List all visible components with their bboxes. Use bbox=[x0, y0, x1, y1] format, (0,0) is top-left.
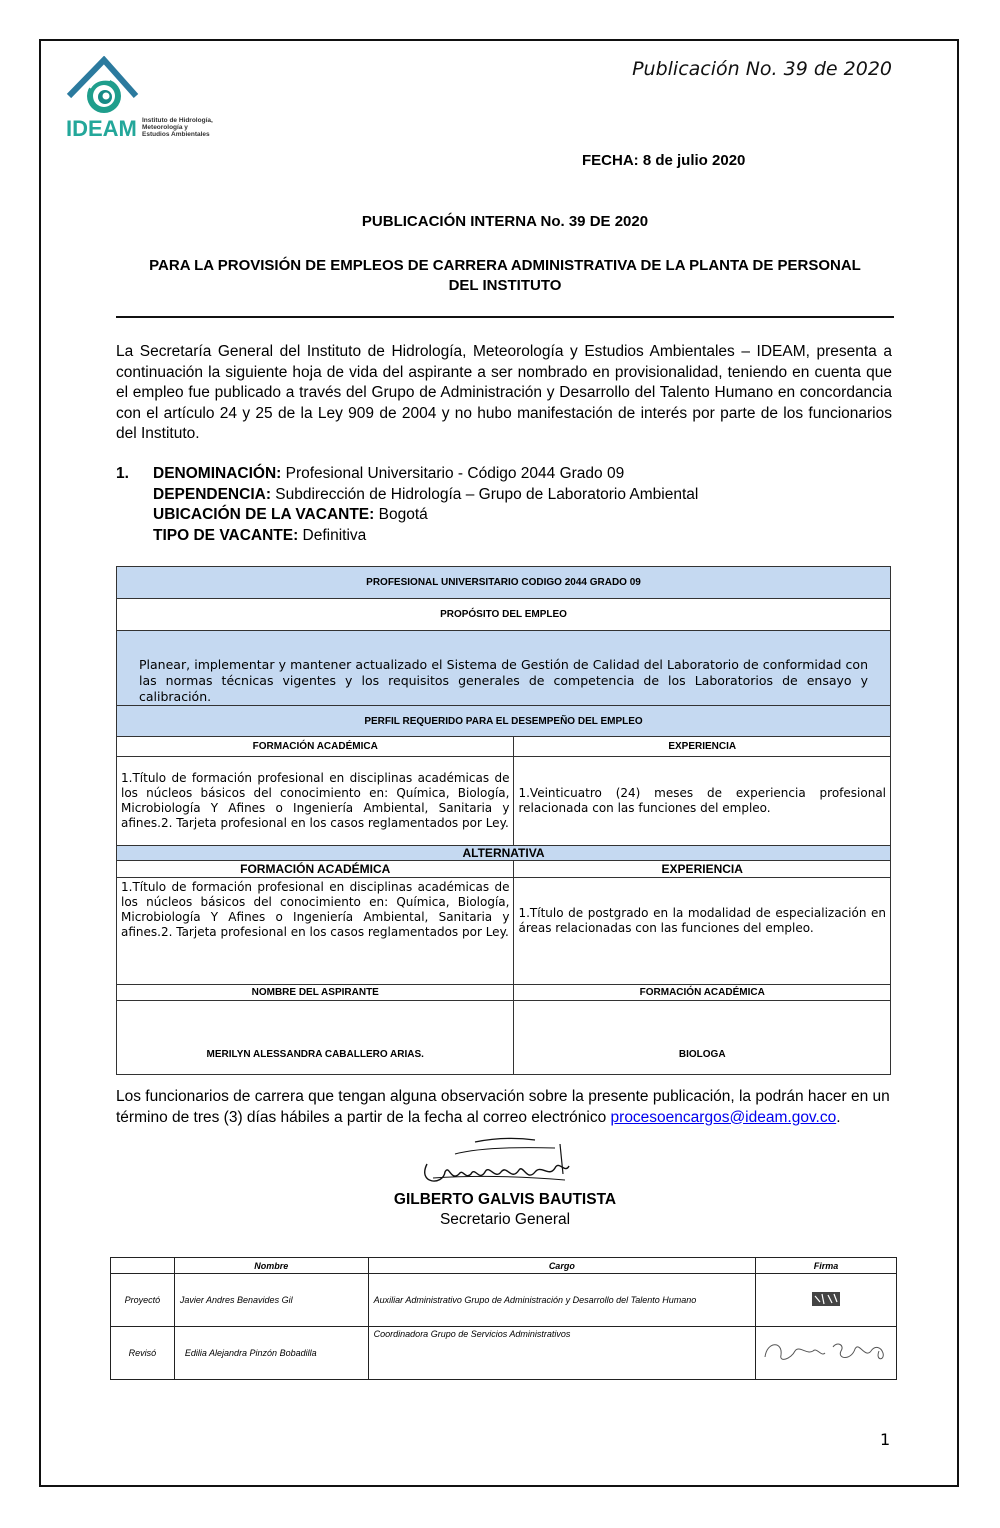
firma-cell bbox=[755, 1274, 896, 1327]
table-row bbox=[117, 757, 891, 846]
profile-header: PERFIL REQUERIDO PARA EL DESEMPEÑO DEL EMPLEO bbox=[117, 706, 891, 737]
cargo-cell: Coordinadora Grupo de Servicios Administrativos bbox=[368, 1327, 755, 1380]
header-cell: Nombre bbox=[174, 1258, 368, 1274]
alt-col-header-experiencia: EXPERIENCIA bbox=[514, 861, 891, 878]
ideam-logo bbox=[66, 56, 236, 140]
title-divider bbox=[116, 316, 894, 318]
vacancy-ubicacion bbox=[116, 505, 698, 526]
col-header-aspirante-formacion: FORMACIÓN ACADÉMICA bbox=[514, 985, 891, 1001]
field-value: Bogotá bbox=[374, 506, 428, 523]
table-row bbox=[117, 861, 891, 878]
closing-text-end: . bbox=[836, 1108, 841, 1126]
signer-role: Secretario General bbox=[439, 1211, 571, 1228]
vacancy-denominacion bbox=[116, 464, 698, 485]
header-cell: Firma bbox=[755, 1258, 896, 1274]
table-row bbox=[117, 846, 891, 861]
logo-subtitle-line: Instituto de Hidrología, bbox=[142, 117, 213, 124]
table-row bbox=[117, 737, 891, 757]
signer-block bbox=[110, 1190, 900, 1230]
formacion-cell: 1.Título de formación profesional en disciplinas académicas de los núcleos básicos del conocimiento en: Química, Biología, Microbiología Y Afines o Ingeniería Ambiental, Sanitaria y afines.2. Tarjeta profesional en los casos reglamentados por Ley. bbox=[117, 757, 514, 846]
logo-subtitle bbox=[142, 117, 213, 138]
col-header-experiencia: EXPERIENCIA bbox=[514, 737, 891, 757]
purpose-header: PROPÓSITO DEL EMPLEO bbox=[117, 599, 891, 631]
table-row bbox=[117, 878, 891, 985]
table-row bbox=[111, 1274, 897, 1327]
table-row bbox=[117, 631, 891, 706]
cargo-cell: Auxiliar Administrativo Grupo de Administración y Desarrollo del Talento Humano bbox=[368, 1274, 755, 1327]
name-cell: Javier Andres Benavides Gil bbox=[174, 1274, 368, 1327]
field-label: UBICACIÓN DE LA VACANTE: bbox=[153, 506, 375, 523]
logo-subtitle-line: Estudios Ambientales bbox=[142, 131, 210, 138]
aspirante-formacion: BIOLOGA bbox=[514, 1001, 891, 1075]
field-label: DENOMINACIÓN: bbox=[153, 465, 282, 482]
intro-paragraph: La Secretaría General del Instituto de Hidrología, Meteorología y Estudios Ambientales – IDEAM, presenta a continuación la siguiente hoja de vida del aspirante a ser nombrado en provisionalidad, teniendo en cuenta que el empleo fue publicado a través del Grupo de Administración y Desarrollo del Talento Humano en concordancia con el artículo 24 y 25 de la Ley 909 de 2004 y no hubo manifestación de interés por parte de los funcionarios del Instituto. bbox=[116, 343, 892, 442]
job-profile-table bbox=[116, 566, 891, 1075]
vacancy-details bbox=[116, 464, 698, 546]
page-number: 1 bbox=[880, 1430, 891, 1449]
table-row bbox=[117, 706, 891, 737]
alt-col-header-formacion: FORMACIÓN ACADÉMICA bbox=[117, 861, 514, 878]
document-title: PUBLICACIÓN INTERNA No. 39 DE 2020 bbox=[361, 213, 649, 230]
vacancy-tipo bbox=[116, 526, 698, 547]
logo-wordmark: IDEAM bbox=[66, 116, 137, 141]
alt-experiencia-cell: 1.Título de postgrado en la modalidad de especialización en áreas relacionadas con las funciones del empleo. bbox=[514, 878, 891, 985]
field-label: DEPENDENCIA: bbox=[153, 485, 271, 503]
table-row bbox=[117, 985, 891, 1001]
review-table bbox=[110, 1257, 897, 1380]
ideam-emblem-icon bbox=[66, 56, 140, 118]
signature-stamp-icon bbox=[810, 1288, 842, 1310]
name-cell: Edilia Alejandra Pinzón Bobadilla bbox=[174, 1327, 368, 1380]
experiencia-cell: 1.Veinticuatro (24) meses de experiencia profesional relacionada con las funciones del empleo. bbox=[514, 757, 891, 846]
table-row bbox=[111, 1258, 897, 1274]
field-value: Profesional Universitario - Código 2044 Grado 09 bbox=[281, 465, 625, 482]
vacancy-dependencia bbox=[116, 485, 698, 506]
table-row bbox=[117, 567, 891, 599]
purpose-text: Planear, implementar y mantener actualizado el Sistema de Gestión de Calidad del Laboratorio de conformidad con las normas técnicas vigentes y los requisitos generales de competencia de los Laboratorios de ensayo y calibración. bbox=[117, 631, 891, 706]
closing-text: Los funcionarios de carrera que tengan alguna observación sobre la presente publicación, la podrán hacer en un término de tres (3) días hábiles a partir de la fecha al correo electrónico bbox=[116, 1088, 890, 1126]
field-value: Subdirección de Hidrología – Grupo de Laboratorio Ambiental bbox=[270, 485, 699, 503]
action-cell: Proyectó bbox=[111, 1274, 175, 1327]
document-subtitle-text: PARA LA PROVISIÓN DE EMPLEOS DE CARRERA ADMINISTRATIVA DE LA PLANTA DE PERSONAL DEL INSTITUTO bbox=[149, 257, 861, 294]
job-title-cell: PROFESIONAL UNIVERSITARIO CODIGO 2044 GRADO 09 bbox=[117, 567, 891, 599]
field-value: Definitiva bbox=[298, 526, 367, 544]
firma-cell bbox=[755, 1327, 896, 1380]
table-row bbox=[117, 1001, 891, 1075]
publication-number: Publicación No. 39 de 2020 bbox=[632, 58, 892, 80]
signature-icon bbox=[761, 1337, 891, 1367]
signer-name: GILBERTO GALVIS BAUTISTA bbox=[393, 1191, 617, 1208]
table-row bbox=[117, 599, 891, 631]
header-cell bbox=[111, 1258, 175, 1274]
closing-paragraph bbox=[116, 1087, 896, 1128]
logo-subtitle-line: Meteorología y bbox=[142, 124, 188, 131]
alt-formacion-cell: 1.Título de formación profesional en disciplinas académicas de los núcleos básicos del conocimiento en: Química, Biología, Microbiología Y Afines o Ingeniería Ambiental, Sanitaria y afines.2. Tarjeta profesional en los casos reglamentados por Ley. bbox=[117, 878, 514, 985]
col-header-aspirante: NOMBRE DEL ASPIRANTE bbox=[117, 985, 514, 1001]
action-cell: Revisó bbox=[111, 1327, 175, 1380]
table-row bbox=[111, 1327, 897, 1380]
document-subtitle bbox=[110, 256, 900, 296]
aspirante-name: MERILYN ALESSANDRA CABALLERO ARIAS. bbox=[117, 1001, 514, 1075]
email-link[interactable]: procesoencargos@ideam.gov.co bbox=[610, 1108, 837, 1126]
document-date: FECHA: 8 de julio 2020 bbox=[582, 152, 746, 169]
alternativa-header: ALTERNATIVA bbox=[117, 846, 891, 861]
col-header-formacion: FORMACIÓN ACADÉMICA bbox=[117, 737, 514, 757]
header-cell: Cargo bbox=[368, 1258, 755, 1274]
vacancy-number: 1. bbox=[116, 465, 129, 482]
field-label: TIPO DE VACANTE: bbox=[153, 526, 299, 544]
